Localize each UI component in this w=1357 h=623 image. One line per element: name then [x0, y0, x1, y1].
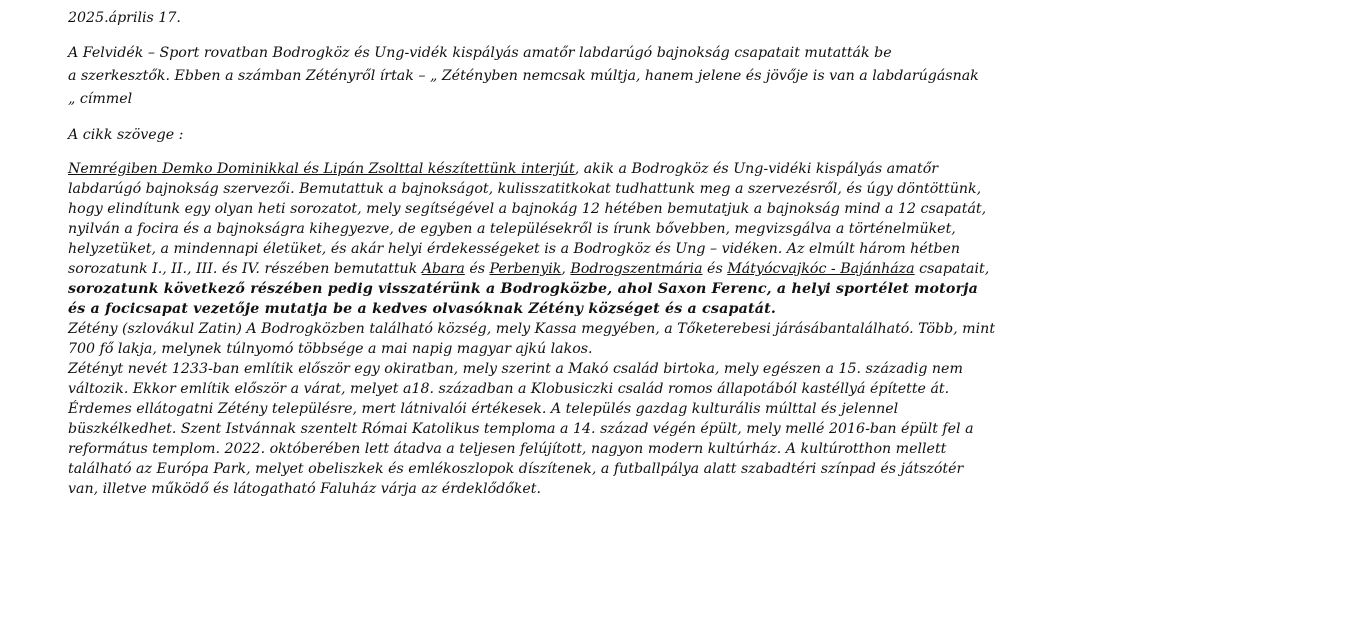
perbenyik-link[interactable]: Perbenyik [489, 261, 562, 277]
body-line: van, illetve működő és látogatható Faluház várja az érdeklődőket. [68, 481, 541, 497]
article-date: 2025.április 17. [68, 10, 181, 26]
body-line: változik. Ekkor említik először a várat, melyet a18. században a Klobusiczki család romos állapotából kastéllyá építette át. [68, 381, 950, 397]
intro-line: „ címmel [68, 91, 133, 107]
body-line: református templom. 2022. októberében lett átadva a teljesen felújított, nagyon modern kultúrház. A kultúrotthon mellett [68, 441, 947, 457]
article-body [68, 159, 996, 499]
body-line: Érdemes ellátogatni Zétény településre, mert látnivalói értékesek. A település gazdag kulturális múlttal és jelennel [68, 401, 899, 417]
bold-line: sorozatunk következő részében pedig visszatérünk a Bodrogközbe, ahol Saxon Ferenc, a helyi sportélet motorja [68, 281, 978, 297]
matyocvajkoc-link[interactable]: Mátyócvajkóc - Bajánháza [727, 261, 915, 277]
body-text: és [464, 261, 490, 277]
intro-line: a szerkesztők. Ebben a számban Zétényről írtak – „ Zétényben nemcsak múltja, hanem jelene és jövője is van a labdarúgásnak [68, 68, 979, 84]
bold-line: és a focicsapat vezetője mutatja be a kedves olvasóknak Zétény községet és a csapatát. [68, 301, 777, 317]
body-line [68, 159, 988, 179]
body-line: nyilván a focira és a bajnokságra kihegyezve, de egyben a településekről is írunk bővebben, megvizsgálva a történelmüket, [68, 221, 956, 237]
body-line: hogy elindítunk egy olyan heti sorozatot, mely segítségével a bajnokág 12 hétében bemutatjuk a bajnokság mind a 12 csapatát, [68, 201, 987, 217]
body-line: található az Európa Park, melyet obeliszkek és emlékoszlopok díszítenek, a futballpálya alatt szabadtéri színpad és játszótér [68, 461, 964, 477]
body-line: Zétény (szlovákul Zatin) A Bodrogközben található község, mely Kassa megyében, a Tőketerebesi járásábantalálható. Több, mint [68, 321, 996, 337]
interview-link[interactable]: Nemrégiben Demko Dominikkal és Lipán Zsolttal készítettünk interjút [68, 161, 575, 177]
abara-link[interactable]: Abara [421, 261, 465, 277]
body-line: 700 fő lakja, melynek túlnyomó többsége a mai napig magyar ajkú lakos. [68, 341, 593, 357]
document-page [68, 8, 996, 499]
article-heading: A cikk szövege : [68, 127, 184, 143]
body-text: sorozatunk I., II., III. és IV. részében bemutattuk [68, 261, 422, 277]
body-text: csapatait, [914, 261, 990, 277]
body-line: büszkélkedhet. Szent Istvánnak szentelt Római Katolikus temploma a 14. század végén épült, mely mellé 2016-ban épült fel a [68, 421, 974, 437]
body-text: és [702, 261, 728, 277]
body-line: helyzetüket, a mindennapi életüket, és akár helyi érdekességeket is a Bodrogköz és Ung – vidéken. Az elmúlt három hétben [68, 241, 961, 257]
body-line [68, 259, 988, 279]
bodrogszentmaria-link[interactable]: Bodrogszentmária [570, 261, 703, 277]
body-line: Zétényt nevét 1233-ban említik először egy okiratban, mely szerint a Makó család birtoka, mely egészen a 15. századig nem [68, 361, 963, 377]
intro-paragraph [68, 42, 988, 111]
body-line: labdarúgó bajnokság szervezői. Bemutattuk a bajnokságot, kulisszatitkokat tudhattunk meg a szervezésről, és úgy döntöttünk, [68, 181, 982, 197]
body-text: , akik a Bodrogköz és Ung-vidéki kispályás amatőr [574, 161, 939, 177]
intro-line: A Felvidék – Sport rovatban Bodrogköz és Ung-vidék kispályás amatőr labdarúgó bajnokság csapatait mutatták be [68, 45, 892, 61]
body-text: , [561, 261, 571, 277]
